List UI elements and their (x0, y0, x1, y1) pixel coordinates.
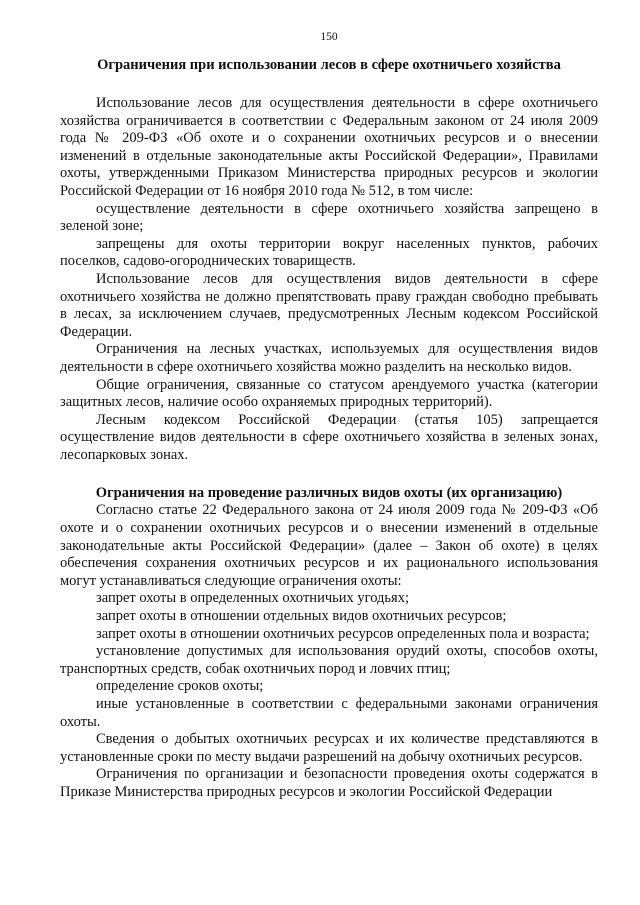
paragraph: запрещены для охоты территории вокруг населенных пунктов, рабочих поселков, садово-огороднических товариществ. (60, 235, 598, 270)
page-number: 150 (320, 31, 338, 43)
paragraph: Общие ограничения, связанные со статусом арендуемого участка (категории защитных лесов, наличие особо охраняемых природных территорий). (60, 376, 598, 411)
paragraph: Сведения о добытых охотничьих ресурсах и их количестве представляются в установленные сроки по месту выдачи разрешений на добычу охотничьих ресурсов. (60, 731, 598, 765)
paragraph: осуществление деятельности в сфере охотничьего хозяйства запрещено в зеленой зоне; (60, 200, 598, 235)
paragraph: запрет охоты в определенных охотничьих угодьях; (96, 590, 409, 607)
paragraph: иные установленные в соответствии с федеральными законами ограничения охоты. (60, 696, 598, 730)
section-heading-hunting-restrictions: Ограничения на проведение различных видов охоты (их организацию) (95, 485, 563, 502)
paragraph: Согласно статье 22 Федерального закона от 24 июля 2009 года № 209-ФЗ «Об охоте и о сохранении охотничьих ресурсов и о внесении изменений в отдельные законодательные акты Российской Федерации» (далее – Закон об охоте) в целях обеспечения сохранения охотничьих ресурсов и их рационального использования могут устанавливаться следующие ограничения охоты: (60, 502, 598, 589)
paragraph: Ограничения по организации и безопасности проведения охоты содержатся в Приказе Министерства природных ресурсов и экологии Российской Федерации (60, 766, 598, 800)
paragraph: Лесным кодексом Российской Федерации (статья 105) запрещается осуществление видов деятельности в сфере охотничьего хозяйства в зеленых зонах, лесопарковых зонах. (60, 411, 598, 463)
paragraph: определение сроков охоты; (96, 678, 264, 695)
paragraph: запрет охоты в отношении отдельных видов охотничьих ресурсов; (96, 608, 507, 625)
paragraph: запрет охоты в отношении охотничьих ресурсов определенных пола и возраста; (96, 625, 590, 642)
document-page (60, 30, 598, 802)
paragraph: установление допустимых для использования орудий охоты, способов охоты, транспортных средств, собак охотничьих пород и ловчих птиц; (60, 643, 598, 677)
paragraph: Ограничения на лесных участках, используемых для осуществления видов деятельности в сфере охотничьего хозяйства можно разделить на несколько видов. (60, 341, 598, 375)
section-heading-forest-restrictions: Ограничения при использовании лесов в сфере охотничьего хозяйства (97, 57, 561, 73)
paragraph: Использование лесов для осуществления деятельности в сфере охотничьего хозяйства ограничивается в соответствии с Федеральным законом от 24 июля 2009 года № 209-ФЗ «Об охоте и о сохранении охотничьих ресурсов и о внесении изменений в отдельные законодательные акты Российской Федерации», Правилами охоты, утвержденными Приказом Министерства природных ресурсов и экологии Российской Федерации от 16 ноября 2010 года № 512, в том числе: (60, 95, 598, 199)
paragraph: Использование лесов для осуществления видов деятельности в сфере охотничьего хозяйства не должно препятствовать праву граждан свободно пребывать в лесах, за исключением случаев, предусмотренных Лесным кодексом Российской Федерации. (60, 270, 598, 340)
